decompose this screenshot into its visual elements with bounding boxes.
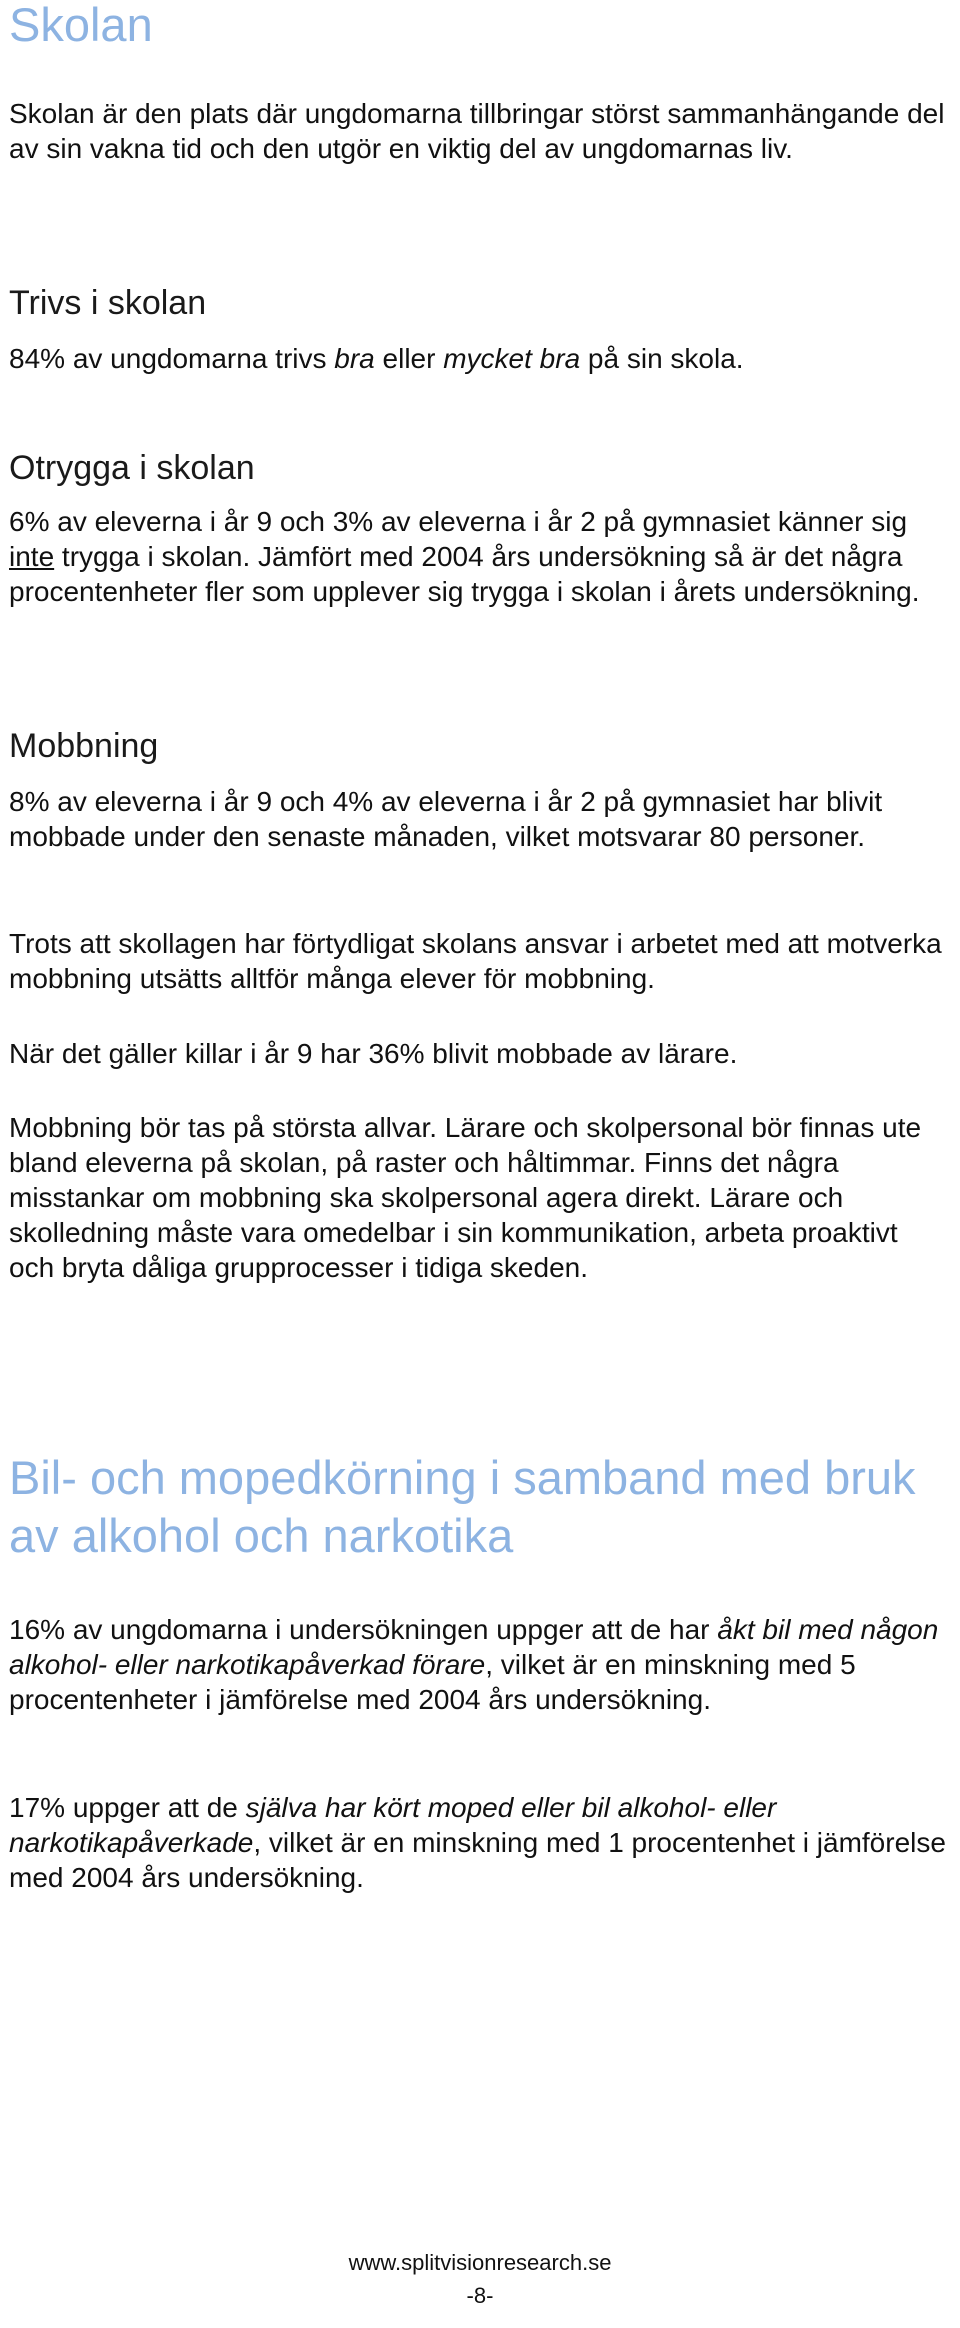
footer-page-number: -8- [466,2283,494,2308]
otrygga-paragraph: 6% av eleverna i år 9 och 3% av eleverna i år 2 på gymnasiet känner sig inte trygga i skolan. Jämfört med 2004 års undersökning så är det några procentenheter fler som upplever sig trygga i skolan i årets undersökning. [9,506,920,607]
mobbning-paragraph-3: När det gäller killar i år 9 har 36% blivit mobbade av lärare. [9,1038,738,1069]
mobbning-paragraph-2: Trots att skollagen har förtydligat skolans ansvar i arbetet med att motverka mobbning utsätts alltför många elever för mobbning. [9,928,942,994]
section-title-skolan: Skolan [9,0,153,51]
bil-paragraph-1: 16% av ungdomarna i undersökningen uppger att de har åkt bil med någon alkohol- eller narkotikapåverkad förare, vilket är en minskning med 5 procentenheter i jämförelse med 2004 års undersökning. [9,1614,939,1715]
heading-otrygga: Otrygga i skolan [9,449,255,487]
bil-paragraph-2: 17% uppger att de själva har kört moped eller bil alkohol- eller narkotikapåverkade, vilket är en minskning med 1 procentenhet i jämförelse med 2004 års undersökning. [9,1792,946,1893]
intro-paragraph: Skolan är den plats där ungdomarna tillbringar störst sammanhängande del av sin vakna tid och den utgör en viktig del av ungdomarnas liv. [9,98,945,164]
mobbning-paragraph-4: Mobbning bör tas på största allvar. Lärare och skolpersonal bör finnas ute bland eleverna på skolan, på raster och håltimmar. Finns det några misstankar om mobbning ska skolpersonal agera direkt. Lärare och skolledning måste vara omedelbar i sin kommunikation, arbeta proaktivt och bryta dåliga grupprocesser i tidiga skeden. [9,1112,922,1283]
mobbning-paragraph-1: 8% av eleverna i år 9 och 4% av eleverna i år 2 på gymnasiet har blivit mobbade under den senaste månaden, vilket motsvarar 80 personer. [9,786,883,852]
footer-website: www.splitvisionresearch.se [348,2250,612,2275]
trivs-paragraph: 84% av ungdomarna trivs bra eller mycket bra på sin skola. [9,343,744,374]
heading-trivs: Trivs i skolan [9,284,207,322]
section-title-bil: Bil- och mopedkörning i samband med bruk av alkohol och narkotika [9,1451,916,1562]
heading-mobbning: Mobbning [9,727,159,765]
